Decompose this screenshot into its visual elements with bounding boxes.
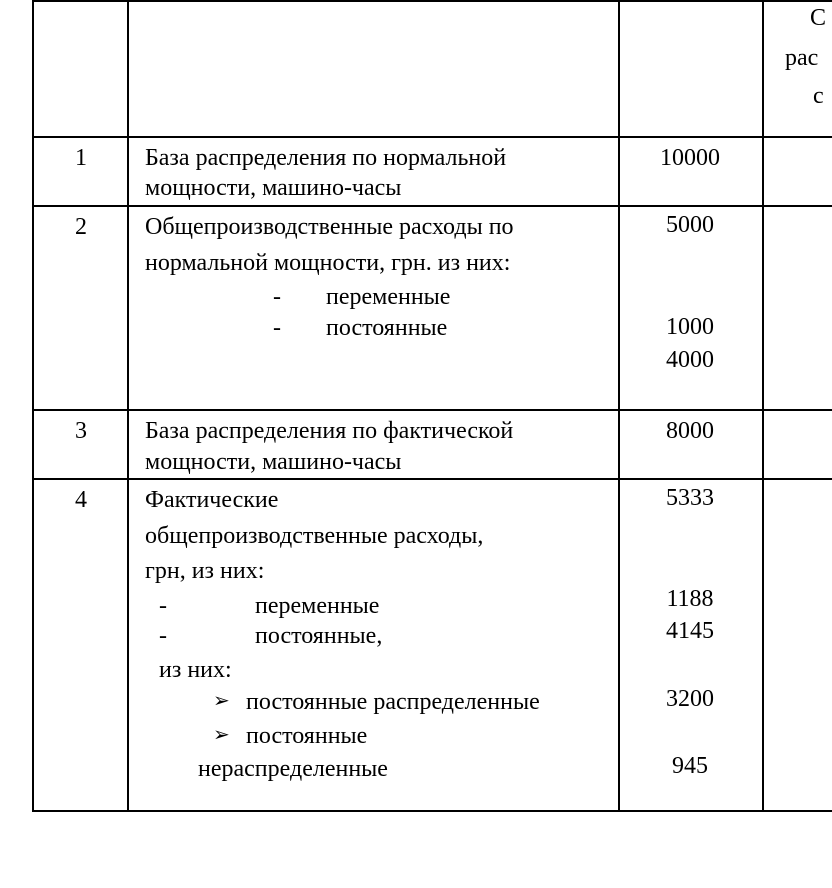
- row4-sub2-arrow: ➢: [213, 722, 230, 746]
- row2-bullet1-dash: -: [273, 284, 281, 310]
- row4-bullet2-dash: -: [159, 623, 167, 649]
- row2-value: 5000: [666, 212, 714, 238]
- row1-bottom-border: [32, 205, 832, 207]
- row3-desc-line2: мощности, машино-часы: [145, 449, 402, 475]
- header-col5-line2: рас: [785, 45, 819, 71]
- header-col5-line3: с: [813, 83, 824, 109]
- row1-value: 10000: [660, 145, 720, 171]
- row4-bullet2-label: постоянные,: [255, 623, 383, 649]
- row4-value-variable: 1188: [666, 586, 714, 612]
- header-col5-line1: С: [810, 5, 827, 31]
- row4-desc-line2: общепроизводственные расходы,: [145, 523, 484, 549]
- col-divider-1: [127, 0, 129, 812]
- row4-value-fixed-allocated: 3200: [666, 686, 714, 712]
- row4-sub2-label-line2: нераспределенные: [198, 756, 388, 782]
- table-top-border: [32, 0, 832, 2]
- col-divider-3: [762, 0, 764, 812]
- row4-bullet1-label: переменные: [255, 593, 380, 619]
- row4-bullet1-dash: -: [159, 593, 167, 619]
- table-bottom-border: [32, 810, 832, 812]
- overhead-table: [32, 0, 832, 812]
- row4-desc-line1: Фактические: [145, 487, 279, 513]
- row2-desc-line1: Общепроизводственные расходы по: [145, 214, 514, 240]
- row1-number: 1: [75, 145, 87, 171]
- row1-desc-line2: мощности, машино-часы: [145, 175, 402, 201]
- row2-desc-line2: нормальной мощности, грн. из них:: [145, 250, 511, 276]
- row2-value-fixed: 4000: [666, 347, 714, 373]
- row2-bullet2-label: постоянные: [326, 315, 448, 341]
- row2-value-variable: 1000: [666, 314, 714, 340]
- row3-bottom-border: [32, 478, 832, 480]
- table-left-border: [32, 0, 34, 812]
- header-bottom-border: [32, 136, 832, 138]
- row2-bullet2-dash: -: [273, 315, 281, 341]
- row2-bullet1-label: переменные: [326, 284, 451, 310]
- row4-sub1-label: постоянные распределенные: [246, 689, 540, 715]
- row4-desc-line3: грн, из них:: [145, 558, 265, 584]
- row4-sub-intro: из них:: [159, 657, 232, 683]
- row4-number: 4: [75, 487, 87, 513]
- row2-number: 2: [75, 214, 87, 240]
- col-divider-2: [618, 0, 620, 812]
- row1-desc-line1: База распределения по нормальной: [145, 145, 507, 171]
- row3-desc-line1: База распределения по фактической: [145, 418, 514, 444]
- row4-value-fixed-unallocated: 945: [672, 753, 708, 779]
- row3-number: 3: [75, 418, 87, 444]
- row4-sub2-label: постоянные: [246, 723, 368, 749]
- row4-sub1-arrow: ➢: [213, 688, 230, 712]
- row4-value: 5333: [666, 485, 714, 511]
- row3-value: 8000: [666, 418, 714, 444]
- row4-value-fixed: 4145: [666, 618, 714, 644]
- row2-bottom-border: [32, 409, 832, 411]
